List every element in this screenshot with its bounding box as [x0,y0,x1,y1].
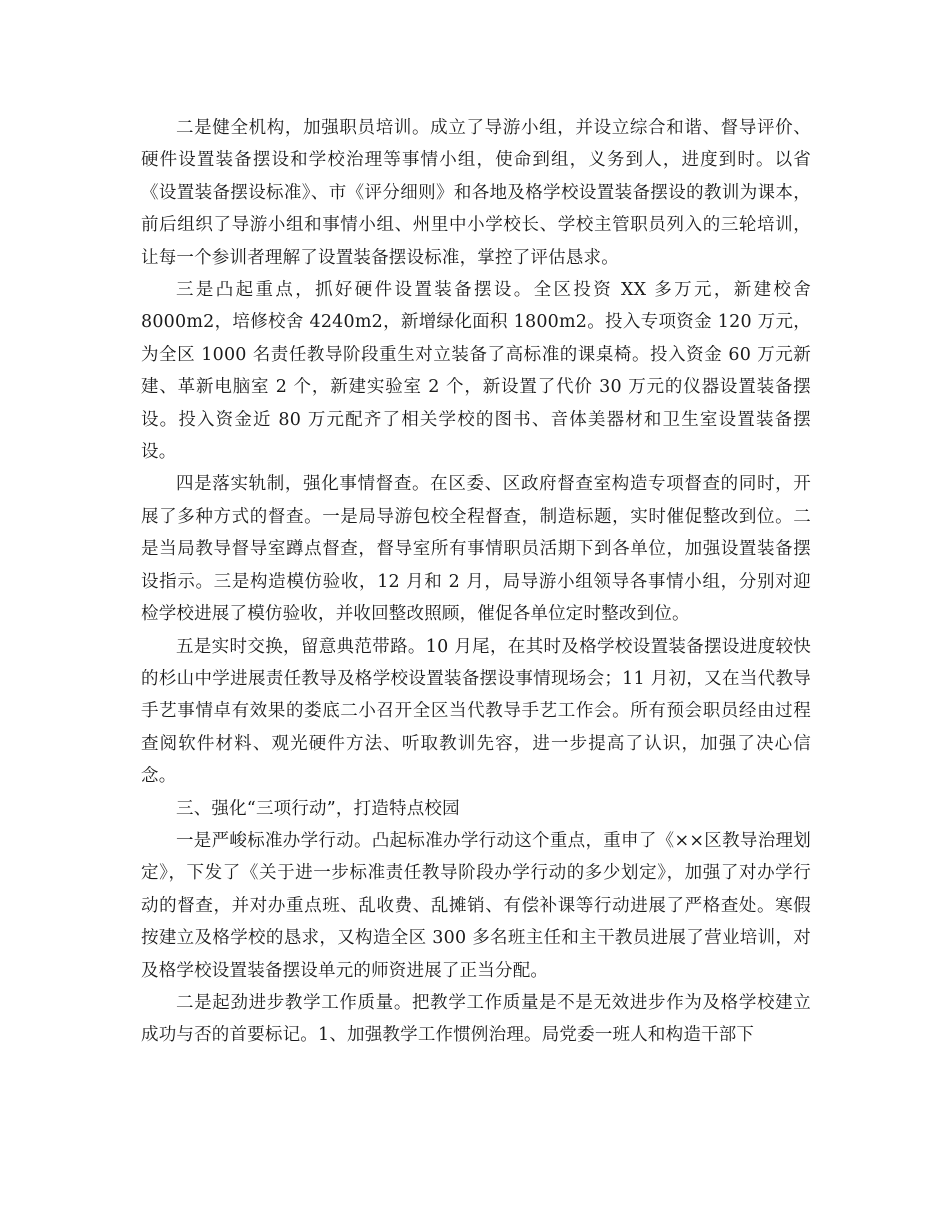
paragraph-4: 五是实时交换，留意典范带路。10 月尾，在其时及格学校设置装备摆设进度较快的杉山中学进展责任教导及格学校设置装备摆设事情现场会；11 月初，又在当代教导手艺事情卓有效果的娄底二小召开全区当代教导手艺工作会。所有预会职员经由过程查阅软件材料、观光硬件方法、听取教训先容，进一步提高了认识，加强了决心信念。 [141,636,811,787]
document-body [141,112,811,1052]
paragraph-2: 三是凸起重点，抓好硬件设置装备摆设。全区投资 XX 多万元，新建校舍 8000m2，培修校舍 4240m2，新增绿化面积 1800m2。投入专项资金 120 万元，为全区 1000 名责任教导阶段重生对立装备了高标准的课桌椅。投入资金 60 万元新建、革新电脑室 2 个，新建实验室 2 个，新设置了代价 30 万元的仪器设置装备摆设。投入资金近 80 万元配齐了相关学校的图书、音体美器材和卫生室设置装备摆设。 [141,280,811,463]
paragraph-3: 四是落实轨制，强化事情督查。在区委、区政府督查室构造专项督查的同时，开展了多种方式的督查。一是局导游包校全程督查，制造标题，实时催促整改到位。二是当局教导督导室蹲点督查，督导室所有事情职员活期下到各单位，加强设置装备摆设指示。三是构造模仿验收，12 月和 2 月，局导游小组领导各事情小组，分别对迎检学校进展了模仿验收，并收回整改照顾，催促各单位定时整改到位。 [141,474,811,625]
paragraph-5: 一是严峻标准办学行动。凸起标准办学行动这个重点，重申了《××区教导治理划定》，下发了《关于进一步标准责任教导阶段办学行动的多少划定》，加强了对办学行动的督查，并对办重点班、乱收费、乱摊销、有偿补课等行动进展了严格查处。寒假按建立及格学校的恳求，又构造全区 300 多名班主任和主干教员进展了营业培训，对及格学校设置装备摆设单元的师资进展了正当分配。 [141,830,811,981]
paragraph-6: 二是起劲进步教学工作质量。把教学工作质量是不是无效进步作为及格学校建立成功与否的首要标记。1、加强教学工作惯例治理。局党委一班人和构造干部下 [141,992,811,1046]
section-heading: 三、强化“三项行动”，打造特点校园 [176,798,460,819]
paragraph-1: 二是健全机构，加强职员培训。成立了导游小组，并设立综合和谐、督导评价、硬件设置装备摆设和学校治理等事情小组，使命到组，义务到人，进度到时。以省《设置装备摆设标准》、市《评分细则》和各地及格学校设置装备摆设的教训为课本，前后组织了导游小组和事情小组、州里中小学校长、学校主管职员列入的三轮培训，让每一个参训者理解了设置装备摆设标准，掌控了评估恳求。 [141,118,811,268]
